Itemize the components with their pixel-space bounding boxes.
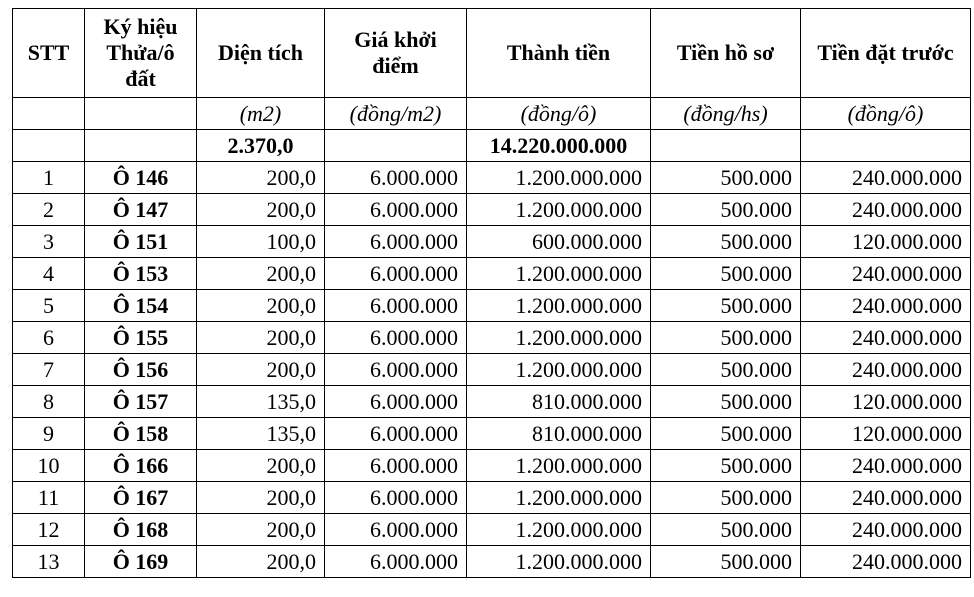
total-cell <box>85 130 197 162</box>
table-row <box>13 418 971 450</box>
row-starting-price: 6.000.000 <box>325 258 467 290</box>
row-stt: 1 <box>13 162 85 194</box>
table-row <box>13 290 971 322</box>
row-starting-price: 6.000.000 <box>325 194 467 226</box>
total-cell <box>13 130 85 162</box>
row-stt: 13 <box>13 546 85 578</box>
row-amount: 1.200.000.000 <box>467 546 651 578</box>
row-area: 200,0 <box>197 290 325 322</box>
row-lot-code: Ô 155 <box>85 322 197 354</box>
row-dossier-fee: 500.000 <box>651 386 801 418</box>
row-lot-code: Ô 157 <box>85 386 197 418</box>
row-stt: 8 <box>13 386 85 418</box>
unit-cell: (m2) <box>197 98 325 130</box>
row-lot-code: Ô 151 <box>85 226 197 258</box>
unit-cell: (đồng/ô) <box>801 98 971 130</box>
row-lot-code: Ô 154 <box>85 290 197 322</box>
row-lot-code: Ô 168 <box>85 514 197 546</box>
row-dossier-fee: 500.000 <box>651 322 801 354</box>
total-row <box>13 130 971 162</box>
row-dossier-fee: 500.000 <box>651 354 801 386</box>
row-starting-price: 6.000.000 <box>325 386 467 418</box>
header-amount: Thành tiền <box>467 9 651 98</box>
row-starting-price: 6.000.000 <box>325 418 467 450</box>
row-lot-code: Ô 146 <box>85 162 197 194</box>
row-area: 200,0 <box>197 546 325 578</box>
row-deposit: 120.000.000 <box>801 386 971 418</box>
units-row <box>13 98 971 130</box>
table-row <box>13 514 971 546</box>
row-starting-price: 6.000.000 <box>325 290 467 322</box>
table-row <box>13 546 971 578</box>
row-area: 200,0 <box>197 514 325 546</box>
table-row <box>13 194 971 226</box>
row-deposit: 240.000.000 <box>801 162 971 194</box>
row-lot-code: Ô 158 <box>85 418 197 450</box>
row-stt: 7 <box>13 354 85 386</box>
row-amount: 1.200.000.000 <box>467 514 651 546</box>
table-row <box>13 322 971 354</box>
row-stt: 5 <box>13 290 85 322</box>
row-area: 200,0 <box>197 450 325 482</box>
row-starting-price: 6.000.000 <box>325 514 467 546</box>
row-starting-price: 6.000.000 <box>325 226 467 258</box>
row-dossier-fee: 500.000 <box>651 418 801 450</box>
row-starting-price: 6.000.000 <box>325 354 467 386</box>
row-amount: 1.200.000.000 <box>467 482 651 514</box>
unit-cell <box>85 98 197 130</box>
row-dossier-fee: 500.000 <box>651 162 801 194</box>
row-dossier-fee: 500.000 <box>651 482 801 514</box>
total-cell <box>801 130 971 162</box>
row-deposit: 240.000.000 <box>801 450 971 482</box>
row-dossier-fee: 500.000 <box>651 258 801 290</box>
row-area: 200,0 <box>197 194 325 226</box>
table-row <box>13 162 971 194</box>
table-row <box>13 354 971 386</box>
header-area: Diện tích <box>197 9 325 98</box>
table-row <box>13 258 971 290</box>
row-amount: 1.200.000.000 <box>467 194 651 226</box>
row-area: 100,0 <box>197 226 325 258</box>
row-dossier-fee: 500.000 <box>651 290 801 322</box>
row-deposit: 120.000.000 <box>801 226 971 258</box>
header-deposit: Tiền đặt trước <box>801 9 971 98</box>
row-stt: 9 <box>13 418 85 450</box>
row-lot-code: Ô 169 <box>85 546 197 578</box>
total-cell <box>651 130 801 162</box>
header-row <box>13 9 971 98</box>
unit-cell: (đồng/m2) <box>325 98 467 130</box>
row-deposit: 240.000.000 <box>801 322 971 354</box>
row-amount: 810.000.000 <box>467 386 651 418</box>
row-deposit: 240.000.000 <box>801 482 971 514</box>
total-amount: 14.220.000.000 <box>467 130 651 162</box>
row-deposit: 240.000.000 <box>801 354 971 386</box>
row-deposit: 120.000.000 <box>801 418 971 450</box>
row-amount: 1.200.000.000 <box>467 354 651 386</box>
row-dossier-fee: 500.000 <box>651 514 801 546</box>
land-lot-table <box>12 8 971 578</box>
row-lot-code: Ô 153 <box>85 258 197 290</box>
table-row <box>13 386 971 418</box>
row-area: 200,0 <box>197 354 325 386</box>
row-starting-price: 6.000.000 <box>325 482 467 514</box>
row-area: 200,0 <box>197 258 325 290</box>
row-dossier-fee: 500.000 <box>651 226 801 258</box>
row-stt: 3 <box>13 226 85 258</box>
row-amount: 1.200.000.000 <box>467 290 651 322</box>
row-starting-price: 6.000.000 <box>325 546 467 578</box>
table-row <box>13 226 971 258</box>
row-area: 200,0 <box>197 322 325 354</box>
row-amount: 600.000.000 <box>467 226 651 258</box>
unit-cell: (đồng/hs) <box>651 98 801 130</box>
table-row <box>13 482 971 514</box>
row-deposit: 240.000.000 <box>801 258 971 290</box>
row-area: 200,0 <box>197 482 325 514</box>
row-amount: 1.200.000.000 <box>467 322 651 354</box>
row-amount: 1.200.000.000 <box>467 450 651 482</box>
row-starting-price: 6.000.000 <box>325 322 467 354</box>
row-lot-code: Ô 166 <box>85 450 197 482</box>
row-amount: 810.000.000 <box>467 418 651 450</box>
unit-cell <box>13 98 85 130</box>
row-starting-price: 6.000.000 <box>325 450 467 482</box>
row-stt: 11 <box>13 482 85 514</box>
total-cell <box>325 130 467 162</box>
row-stt: 4 <box>13 258 85 290</box>
row-area: 135,0 <box>197 418 325 450</box>
row-lot-code: Ô 167 <box>85 482 197 514</box>
unit-cell: (đồng/ô) <box>467 98 651 130</box>
row-starting-price: 6.000.000 <box>325 162 467 194</box>
row-stt: 12 <box>13 514 85 546</box>
row-stt: 2 <box>13 194 85 226</box>
header-stt: STT <box>13 9 85 98</box>
row-deposit: 240.000.000 <box>801 546 971 578</box>
row-dossier-fee: 500.000 <box>651 194 801 226</box>
table-body <box>13 98 971 578</box>
header-dossier-fee: Tiền hồ sơ <box>651 9 801 98</box>
header-lot-code: Ký hiệu Thửa/ô đất <box>85 9 197 98</box>
row-lot-code: Ô 156 <box>85 354 197 386</box>
row-stt: 6 <box>13 322 85 354</box>
header-starting-price: Giá khởi điểm <box>325 9 467 98</box>
table-header <box>13 9 971 98</box>
row-amount: 1.200.000.000 <box>467 258 651 290</box>
row-area: 135,0 <box>197 386 325 418</box>
total-area: 2.370,0 <box>197 130 325 162</box>
table-row <box>13 450 971 482</box>
row-dossier-fee: 500.000 <box>651 450 801 482</box>
row-stt: 10 <box>13 450 85 482</box>
row-area: 200,0 <box>197 162 325 194</box>
row-lot-code: Ô 147 <box>85 194 197 226</box>
row-amount: 1.200.000.000 <box>467 162 651 194</box>
row-deposit: 240.000.000 <box>801 194 971 226</box>
row-deposit: 240.000.000 <box>801 514 971 546</box>
row-dossier-fee: 500.000 <box>651 546 801 578</box>
row-deposit: 240.000.000 <box>801 290 971 322</box>
